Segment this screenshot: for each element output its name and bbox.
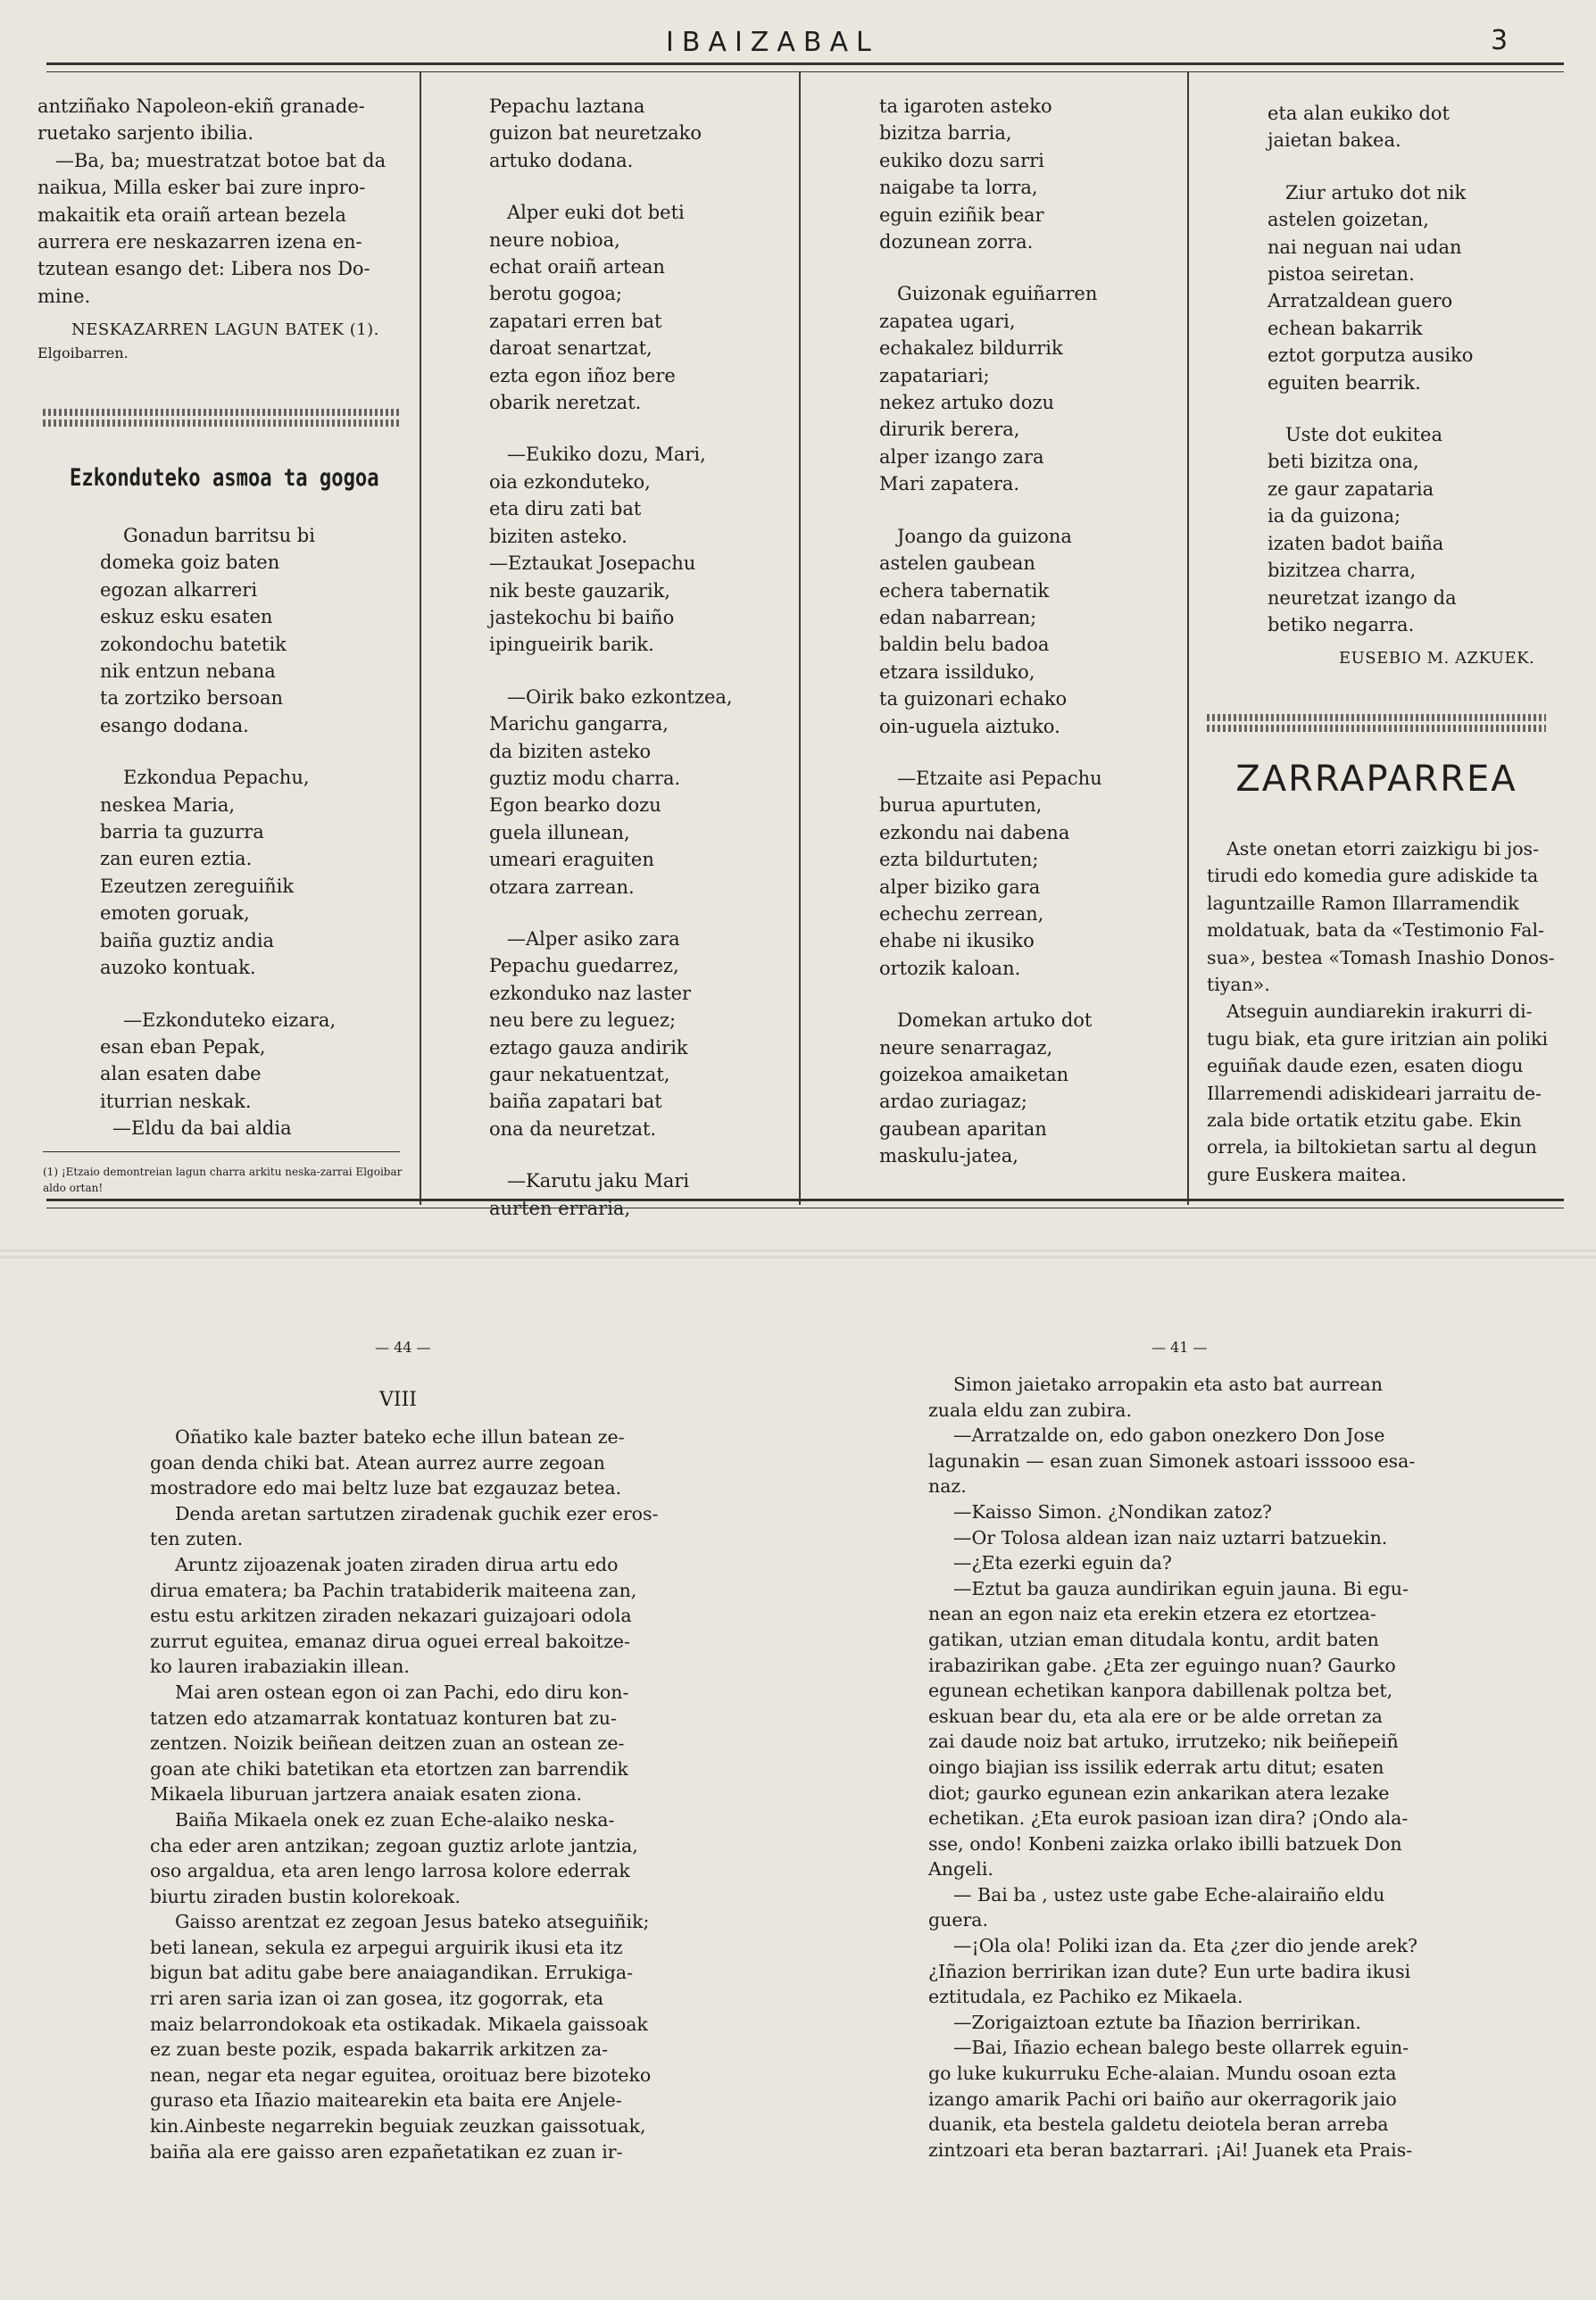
verse-line: zokondochu batetik <box>100 633 287 655</box>
verse-line: Gonadun barritsu bi <box>123 525 315 546</box>
verse-line: echera tabernatik <box>879 579 1050 602</box>
place-line: Elgoibarren. <box>37 344 129 361</box>
article-text <box>1207 835 1559 1188</box>
text-line: Illarremendi adiskideari jarraitu de- <box>1207 1082 1542 1104</box>
text-line: ruetako sarjento ibilia. <box>37 122 254 145</box>
verse-line: echat oraiñ artean <box>489 256 665 278</box>
verse-line: eskuz esku esaten <box>100 606 273 628</box>
text-line: cha eder aren antzikan; zegoan guztiz arlote jantzia, <box>150 1834 638 1856</box>
text-line: Angeli. <box>928 1858 993 1881</box>
text-line: beti lanean, sekula ez arpegui arguirik ikusi eta itz <box>150 1936 623 1958</box>
verse-line: ona da neuretzat. <box>489 1117 657 1140</box>
poem-title: Ezkonduteko asmoa ta gogoa <box>70 464 379 492</box>
text-line: sua», bestea «Tomash Inashio Donos- <box>1207 946 1555 968</box>
text-line: —Bai, Iñazio echean balego beste ollarrek eguin- <box>953 2037 1409 2059</box>
verse-line: eztot gorputza ausiko <box>1268 345 1474 367</box>
verse-line: berotu gogoa; <box>489 283 622 305</box>
verse-line: otzara zarrean. <box>489 876 635 898</box>
verse-line: beti bizitza ona, <box>1268 451 1419 473</box>
verse-line: Pepachu laztana <box>489 95 645 117</box>
verse-line: neskea Maria, <box>100 793 236 816</box>
verse-line: echechu zerrean, <box>879 902 1044 925</box>
verse-line: eukiko dozu sarri <box>879 149 1044 171</box>
verse-line: burua apurtuten, <box>879 794 1043 817</box>
text-line: Mikaela liburuan jartzera anaiak esaten ziona. <box>150 1783 583 1806</box>
text-line: Aste onetan etorri zaizkigu bi jos- <box>1226 838 1539 859</box>
stanza <box>879 523 1174 740</box>
text-line: zala bide ortatik etzitu gabe. Ekin <box>1207 1109 1522 1132</box>
text-line: Gaisso arentzat ez zegoan Jesus bateko atseguiñik; <box>175 1911 650 1933</box>
verse-line: biziten asteko. <box>489 525 628 547</box>
text-line: baiña ala ere gaisso aren ezpañetatikan ez zuan ir- <box>150 2140 623 2163</box>
stanza <box>489 199 793 416</box>
verse-line: —Oirik bako ezkontzea, <box>507 685 733 708</box>
poem-column-2 <box>489 93 793 1222</box>
verse-line: —Karutu jaku Mari <box>507 1170 690 1192</box>
verse-line: ta igaroten asteko <box>879 95 1052 117</box>
text-line: ten zuten. <box>150 1528 244 1550</box>
verse-line: Guizonak eguiñarren <box>897 283 1098 305</box>
text-line: lagunakin — esan zuan Simonek astoari isssooo esa- <box>928 1449 1416 1472</box>
text-line: Denda aretan sartutzen ziradenak guchik ezer eros- <box>175 1502 659 1524</box>
text-line: —Ba, ba; muestratzat botoe bat da <box>55 149 387 171</box>
text-line: gure Euskera maitea. <box>1207 1163 1407 1185</box>
verse-line: gaubean aparitan <box>879 1117 1047 1140</box>
text-line: oingo biajian iss issilik ederrak artu ditut; esaten <box>928 1756 1384 1778</box>
text-line: zuala eldu zan zubira. <box>928 1399 1133 1421</box>
verse-line: naigabe ta lorra, <box>879 177 1038 199</box>
verse-line: domeka goiz baten <box>100 552 280 574</box>
stanza <box>879 280 1174 497</box>
verse-line: echakalez bildurrik <box>879 337 1063 360</box>
verse-line: Alper euki dot beti <box>507 202 685 224</box>
column-divider <box>1187 71 1189 1205</box>
text-line: zai daude noiz bat artuko, irrutzeko; nik beiñepeiñ <box>928 1731 1399 1753</box>
text-line: zintzoari eta beran baztarrari. ¡Ai! Juanek eta Prais- <box>928 2138 1413 2161</box>
verse-line: —Eldu da bai aldia <box>112 1117 292 1140</box>
verse-line: nik entzun nebana <box>100 660 276 683</box>
stanza <box>879 93 1174 255</box>
lower-left-text <box>150 1424 672 2164</box>
stanza <box>1268 421 1553 638</box>
verse-line: ezta bildurtuten; <box>879 849 1039 871</box>
verse-line: ze gaur zapataria <box>1268 477 1434 500</box>
verse-line: neu bere zu leguez; <box>489 1009 677 1032</box>
verse-line: eguiten bearrik. <box>1268 371 1421 394</box>
verse-line: nai neguan nai udan <box>1268 236 1462 258</box>
verse-line: auzoko kontuak. <box>100 957 256 979</box>
text-line: nean, negar eta negar eguitea, oroituaz bere bizoteko <box>150 2063 652 2086</box>
verse-line: Pepachu guedarrez, <box>489 955 679 977</box>
poem-column-3 <box>879 93 1174 1170</box>
text-line: nean an egon naiz eta erekin etzera ez etortzea- <box>928 1603 1376 1625</box>
verse-line: ehabe ni ikusiko <box>879 930 1035 952</box>
text-line: duanik, eta bestela galdetu deiotela beran arreba <box>928 2113 1389 2136</box>
text-line: Atseguin aundiarekin irakurri di- <box>1226 1001 1533 1023</box>
verse-line: Arratzaldean guero <box>1268 290 1453 312</box>
verse-line: umeari eraguiten <box>489 849 654 871</box>
verse-line: alan esaten dabe <box>100 1063 262 1085</box>
text-line: kin.Ainbeste negarrekin beguiak zeuzkan gaissotuak, <box>150 2115 646 2138</box>
text-line: Simon jaietako arropakin eta asto bat aurrean <box>953 1374 1383 1395</box>
verse-line: Ziur artuko dot nik <box>1285 181 1467 203</box>
text-line: —Arratzalde on, edo gabon onezkero Don Jose <box>953 1424 1385 1447</box>
text-line: mostradore edo mai beltz luze bat ezgauzaz betea. <box>150 1477 622 1499</box>
verse-line: oin-uguela aiztuko. <box>879 715 1060 737</box>
text-line: —Kaisso Simon. ¿Nondikan zatoz? <box>953 1500 1273 1523</box>
verse-line: ardao zuriagaz; <box>879 1091 1027 1113</box>
verse-line: oia ezkonduteko, <box>489 470 651 493</box>
verse-line: eta diru zati bat <box>489 498 642 520</box>
verse-line: etzara issilduko, <box>879 660 1035 683</box>
stanza <box>489 441 793 658</box>
text-line: rri aren saria izan oi zan gosea, itz gogorrak, eta <box>150 1988 604 2010</box>
text-line: naz. <box>928 1475 967 1498</box>
verse-line: —Ezkonduteko eizara, <box>123 1009 337 1031</box>
stanza <box>489 926 793 1142</box>
lower-page-marker: — 41 — <box>1151 1339 1208 1356</box>
stanza <box>879 1007 1174 1169</box>
verse-line: baiña guztiz andia <box>100 929 275 951</box>
verse-line: Ezkondua Pepachu, <box>123 767 310 789</box>
text-line: tirudi edo komedia gure adiskide ta <box>1207 865 1539 887</box>
text-line: makaitik eta oraiñ artean bezela <box>37 203 346 226</box>
text-line: estu estu arkitzen ziraden nekazari guizajoari odola <box>150 1605 632 1627</box>
column-divider <box>420 71 421 1205</box>
stanza <box>879 765 1174 982</box>
stanza <box>100 1007 403 1142</box>
verse-line: baldin belu badoa <box>879 634 1050 656</box>
text-line: —Or Tolosa aldean izan naiz uztarri batzuekin. <box>953 1526 1388 1549</box>
page-number: 3 <box>1491 25 1509 56</box>
verse-line: pistoa seiretan. <box>1268 263 1415 286</box>
text-line: guraso eta Iñazio maitearekin eta baita ere Anjele- <box>150 2089 622 2112</box>
verse-line: aurten erraria, <box>489 1197 631 1219</box>
lower-right-text <box>928 1372 1451 2163</box>
verse-line: izaten badot baiña <box>1268 532 1444 554</box>
text-line: diot; gaurko egunean ezin ankarikan atera lezake <box>928 1781 1390 1804</box>
verse-line: jaietan bakea. <box>1268 129 1401 152</box>
verse-line: obarik neretzat. <box>489 392 642 414</box>
verse-line: neure senarragaz, <box>879 1036 1053 1059</box>
text-line: aurrera ere neskazarren izena en- <box>37 231 362 253</box>
verse-line: guizon bat neuretzako <box>489 122 702 145</box>
verse-line: artuko dodana. <box>489 149 634 171</box>
verse-line: alper biziko gara <box>879 876 1041 898</box>
verse-line: betiko negarra. <box>1268 613 1415 635</box>
verse-line: —Alper asiko zara <box>507 927 680 950</box>
verse-line: eta alan eukiko dot <box>1268 103 1450 124</box>
verse-line: ortozik kaloan. <box>879 957 1021 979</box>
verse-line: echean bakarrik <box>1268 317 1423 339</box>
section-divider <box>1207 714 1546 721</box>
stanza <box>489 684 793 901</box>
footnote: (1) ¡Etzaio demontreian lagun charra arkitu neska-zarrai Elgoibar aldo ortan! <box>43 1166 403 1194</box>
text-line: tugu biak, eta gure iritzian ain poliki <box>1207 1027 1549 1050</box>
text-line: izango amarik Pachi ori baiño aur okerragorik jaio <box>928 2088 1397 2110</box>
text-line: egunean echetikan kanpora dabillenak poltza bet, <box>928 1680 1393 1702</box>
verse-line: zapatea ugari, <box>879 310 1016 332</box>
text-line: ¿Iñazion berririkan izan dute? Eun urte badira ikusi <box>928 1960 1411 1982</box>
verse-line: baiña zapatari bat <box>489 1091 662 1113</box>
text-line: —Eztut ba gauza aundirikan eguin jauna. Bi egu- <box>953 1577 1409 1599</box>
text-line: Oñatiko kale bazter bateko eche illun batean ze- <box>175 1426 625 1448</box>
text-line: biurtu ziraden bustin kolorekoak. <box>150 1885 461 1907</box>
verse-line: barria ta guzurra <box>100 821 264 843</box>
stanza <box>100 522 403 739</box>
verse-line: bizitza barria, <box>879 122 1012 145</box>
text-line: guera. <box>928 1909 988 1931</box>
poem-column-1 <box>100 522 403 1142</box>
text-line: echetikan. ¿Eta eurok pasioan izan dira? ¡Ondo ala- <box>928 1807 1409 1830</box>
text-line: gatikan, utzian eman ditudala kontu, ardit baten <box>928 1628 1379 1650</box>
paper-fold <box>0 1250 1596 1258</box>
footnote-rule <box>43 1151 400 1152</box>
author-signature: NESKAZARREN LAGUN BATEK (1). <box>71 320 379 340</box>
text-line: —Zorigaiztoan eztute ba Iñazion berririkan. <box>953 2011 1361 2033</box>
verse-line: Marichu gangarra, <box>489 713 669 735</box>
verse-line: daroat senartzat, <box>489 337 653 360</box>
section-title: ZARRAPARREA <box>1235 759 1517 800</box>
verse-line: ezkonduko naz laster <box>489 982 692 1004</box>
masthead-title: IBAIZABAL <box>666 27 879 58</box>
verse-line: dirurik berera, <box>879 419 1020 441</box>
stanza <box>489 93 793 174</box>
verse-line: eguin eziñik bear <box>879 203 1044 226</box>
verse-line: dozunean zorra. <box>879 231 1034 253</box>
text-line: tzutean esango det: Libera nos Do- <box>37 258 370 280</box>
verse-line: guztiz modu charra. <box>489 767 681 789</box>
text-line: irabazirikan gabe. ¿Eta zer eguingo nuan? Gaurko <box>928 1654 1396 1676</box>
text-line: eskuan bear du, eta ala ere or be alde orretan za <box>928 1705 1383 1727</box>
verse-line: zan euren eztia. <box>100 848 253 870</box>
verse-line: nik beste gauzarik, <box>489 579 671 602</box>
text-line: orrela, ia biltokietan sartu al degun <box>1207 1136 1537 1158</box>
verse-line: Ezeutzen zereguiñik <box>100 875 295 897</box>
verse-line: ezkondu nai dabena <box>879 821 1070 843</box>
verse-line: emoten goruak, <box>100 902 250 925</box>
text-line: sse, ondo! Konbeni zaizka orlako ibilli batzuek Don <box>928 1832 1402 1855</box>
text-line: zurrut eguitea, emanaz dirua oguei erreal bakoitze- <box>150 1630 630 1652</box>
verse-line: astelen goizetan, <box>1268 209 1429 231</box>
text-line: dirua ematera; ba Pachin tratabiderik maiteena zan, <box>150 1579 637 1601</box>
verse-line: egozan alkarreri <box>100 578 258 601</box>
chapter-heading: VIII <box>379 1389 417 1411</box>
verse-line: neuretzat izango da <box>1268 586 1457 609</box>
verse-line: da biziten asteko <box>489 740 652 762</box>
text-line: —¡Ola ola! Poliki izan da. Eta ¿zer dio jende arek? <box>953 1935 1418 1957</box>
verse-line: esango dodana. <box>100 714 249 736</box>
text-line: go luke kukurruku Eche-alaian. Mundu osoan ezta <box>928 2063 1397 2085</box>
text-line: goan ate chiki batetikan eta etortzen zan barrendik <box>150 1757 628 1780</box>
text-line: tiyan». <box>1207 974 1270 996</box>
verse-line: ia da guizona; <box>1268 505 1401 527</box>
verse-line: guela illunean, <box>489 821 630 843</box>
verse-line: iturrian neskak. <box>100 1090 252 1112</box>
section-divider <box>43 419 400 427</box>
text-line: Baiña Mikaela onek ez zuan Eche-alaiko neska- <box>175 1808 615 1831</box>
verse-line: —Etzaite asi Pepachu <box>897 767 1102 789</box>
text-line: —¿Eta ezerki eguin da? <box>953 1552 1172 1574</box>
header-rule <box>46 62 1564 72</box>
verse-line: Joango da guizona <box>897 525 1072 547</box>
text-line: tatzen edo atzamarrak kontatuaz konturen bat zu- <box>150 1706 617 1729</box>
verse-line: jastekochu bi baiño <box>489 606 675 628</box>
verse-line: esan eban Pepak, <box>100 1035 266 1058</box>
verse-line: zapatari erren bat <box>489 310 662 332</box>
stanza <box>1268 100 1553 154</box>
section-divider <box>43 409 400 416</box>
text-line: bigun bat aditu gabe bere anaiagandikan. Errukiga- <box>150 1962 634 1984</box>
verse-line: —Eukiko dozu, Mari, <box>507 444 706 466</box>
text-line: Aruntz zijoazenak joaten ziraden dirua artu edo <box>175 1553 619 1575</box>
verse-line: Egon bearko dozu <box>489 794 661 817</box>
stanza <box>1268 179 1553 396</box>
column-divider <box>799 71 801 1205</box>
text-line: — Bai ba , ustez uste gabe Eche-alairaiño eldu <box>953 1883 1385 1906</box>
text-line: naikua, Milla esker bai zure inpro- <box>37 177 366 199</box>
text-line: zentzen. Noizik beiñean deitzen zuan an ostean ze- <box>150 1732 625 1755</box>
section-divider <box>1207 725 1546 732</box>
verse-line: ta zortziko bersoan <box>100 687 284 710</box>
text-line: laguntzaille Ramon Illarramendik <box>1207 892 1519 914</box>
text-line: eguiñak daude ezen, esaten diogu <box>1207 1055 1524 1077</box>
verse-line: ezta egon iñoz bere <box>489 364 676 386</box>
verse-line: alper izango zara <box>879 445 1044 468</box>
text-line: Mai aren ostean egon oi zan Pachi, edo diru kon- <box>175 1681 629 1703</box>
page-bottom-rule <box>46 1199 1564 1208</box>
verse-line: —Eztaukat Josepachu <box>489 552 696 575</box>
verse-line: bizitzea charra, <box>1268 560 1417 582</box>
text-line: oso argaldua, eta aren lengo larrosa kolore ederrak <box>150 1860 630 1882</box>
column-1 <box>37 93 403 362</box>
verse-line: ta guizonari echako <box>879 688 1068 710</box>
verse-line: astelen gaubean <box>879 552 1035 575</box>
stanza <box>100 764 403 981</box>
verse-line: gaur nekatuentzat, <box>489 1064 670 1085</box>
verse-line: ipingueirik barik. <box>489 634 654 656</box>
text-line: maiz belarrondokoak eta ostikadak. Mikaela gaissoak <box>150 2013 648 2035</box>
text-line: goan denda chiki bat. Atean aurrez aurre zegoan <box>150 1451 605 1474</box>
verse-line: eztago gauza andirik <box>489 1036 688 1059</box>
poem-column-4 <box>1268 100 1553 673</box>
verse-line: edan nabarrean; <box>879 606 1037 628</box>
prose-column-4 <box>1207 835 1559 1188</box>
verse-line: goizekoa amaiketan <box>879 1064 1069 1085</box>
verse-line: neure nobioa, <box>489 228 620 251</box>
lower-page-marker: — 44 — <box>375 1339 431 1356</box>
verse-line: zapatariari; <box>879 364 990 386</box>
text-line: antziñako Napoleon-ekiñ granade- <box>37 95 365 117</box>
verse-line: maskulu-jatea, <box>879 1145 1018 1167</box>
text-line: ko lauren irabaziakin illean. <box>150 1656 410 1678</box>
verse-line: Domekan artuko dot <box>897 1009 1093 1032</box>
stanza <box>489 1167 793 1222</box>
verse-line: nekez artuko dozu <box>879 392 1055 414</box>
text-line: mine. <box>37 285 91 307</box>
verse-line: Mari zapatera. <box>879 473 1020 495</box>
text-line: moldatuak, bata da «Testimonio Fal- <box>1207 919 1544 942</box>
verse-line: Uste dot eukitea <box>1285 424 1442 446</box>
intro-text <box>37 93 403 310</box>
text-line: eztitudala, ez Pachiko ez Mikaela. <box>928 1986 1243 2008</box>
text-line: ez zuan beste pozik, espada bakarrik arkitzen za- <box>150 2038 609 2061</box>
author-signature: EUSEBIO M. AZKUEK. <box>1339 649 1535 668</box>
